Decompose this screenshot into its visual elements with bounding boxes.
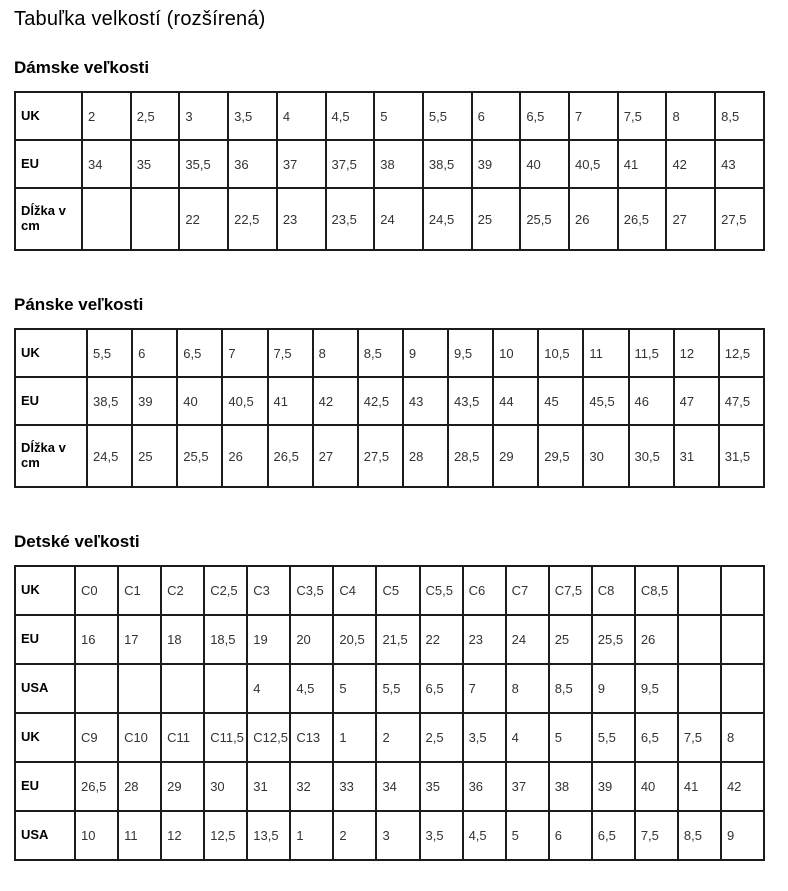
size-cell: 8 xyxy=(313,329,358,377)
size-cell: 27 xyxy=(313,425,358,487)
size-cell: 36 xyxy=(463,762,506,811)
size-cell: 27,5 xyxy=(358,425,403,487)
size-cell: 33 xyxy=(333,762,376,811)
size-cell: 3 xyxy=(376,811,419,860)
size-cell: 45 xyxy=(538,377,583,425)
row-label: UK xyxy=(15,566,75,615)
section-heading: Dámske veľkosti xyxy=(14,58,150,77)
size-section xyxy=(14,58,765,251)
size-cell: 4,5 xyxy=(463,811,506,860)
table-row xyxy=(15,566,764,615)
size-cell: 8 xyxy=(721,713,764,762)
size-cell: 42,5 xyxy=(358,377,403,425)
size-cell: 8,5 xyxy=(678,811,721,860)
size-cell: 6 xyxy=(132,329,177,377)
size-cell: 31 xyxy=(247,762,290,811)
size-cell xyxy=(678,615,721,664)
size-cell: 12,5 xyxy=(719,329,764,377)
size-cell: 23 xyxy=(277,188,326,250)
table-row xyxy=(15,329,764,377)
row-label: USA xyxy=(15,664,75,713)
size-cell xyxy=(118,664,161,713)
table-row xyxy=(15,713,764,762)
size-cell: 30 xyxy=(583,425,628,487)
size-cell: 5,5 xyxy=(423,92,472,140)
size-cell: 29 xyxy=(493,425,538,487)
size-cell: C8 xyxy=(592,566,635,615)
size-cell: 35,5 xyxy=(179,140,228,188)
section-heading: Pánske veľkosti xyxy=(14,295,144,314)
size-cell: 13,5 xyxy=(247,811,290,860)
size-cell: C1 xyxy=(118,566,161,615)
size-cell: 3,5 xyxy=(228,92,277,140)
size-section xyxy=(14,295,765,488)
row-label: UK xyxy=(15,713,75,762)
size-cell: 7,5 xyxy=(635,811,678,860)
size-cell: 5,5 xyxy=(592,713,635,762)
size-cell: 9,5 xyxy=(448,329,493,377)
size-cell: 7,5 xyxy=(678,713,721,762)
table-row xyxy=(15,140,764,188)
size-cell: 25 xyxy=(472,188,521,250)
size-cell: 6,5 xyxy=(592,811,635,860)
size-cell: 24 xyxy=(506,615,549,664)
size-cell: 36 xyxy=(228,140,277,188)
size-cell: 2 xyxy=(376,713,419,762)
size-cell: C3 xyxy=(247,566,290,615)
size-cell: 47,5 xyxy=(719,377,764,425)
size-cell: 12 xyxy=(674,329,719,377)
size-cell: 42 xyxy=(666,140,715,188)
size-cell: 26,5 xyxy=(75,762,118,811)
row-label: Dĺžka v cm xyxy=(15,425,87,487)
size-cell: C5,5 xyxy=(420,566,463,615)
table-row xyxy=(15,425,764,487)
size-cell: 20,5 xyxy=(333,615,376,664)
size-cell xyxy=(82,188,131,250)
size-cell: 10 xyxy=(493,329,538,377)
size-cell: 25 xyxy=(549,615,592,664)
size-cell: 7,5 xyxy=(268,329,313,377)
size-cell xyxy=(721,664,764,713)
size-cell: 25 xyxy=(132,425,177,487)
size-cell: 9 xyxy=(721,811,764,860)
size-cell: 28,5 xyxy=(448,425,493,487)
size-cell: 6 xyxy=(549,811,592,860)
size-cell: 30 xyxy=(204,762,247,811)
size-cell: 38,5 xyxy=(423,140,472,188)
size-cell: 2 xyxy=(333,811,376,860)
sections-container xyxy=(14,58,765,861)
size-cell: 2,5 xyxy=(420,713,463,762)
size-cell: 6 xyxy=(472,92,521,140)
size-cell: C9 xyxy=(75,713,118,762)
size-cell: 43 xyxy=(403,377,448,425)
size-cell: 22,5 xyxy=(228,188,277,250)
row-label: UK xyxy=(15,329,87,377)
size-cell: 2,5 xyxy=(131,92,180,140)
page-title: Tabuľka velkostí (rozšírená) xyxy=(14,8,266,30)
row-label: UK xyxy=(15,92,82,140)
size-cell: 45,5 xyxy=(583,377,628,425)
size-section xyxy=(14,532,765,861)
size-cell: 5 xyxy=(333,664,376,713)
size-cell: C5 xyxy=(376,566,419,615)
size-cell: 44 xyxy=(493,377,538,425)
size-cell: C3,5 xyxy=(290,566,333,615)
size-cell xyxy=(678,664,721,713)
size-cell: C13 xyxy=(290,713,333,762)
size-cell: 26 xyxy=(222,425,267,487)
size-cell: 34 xyxy=(376,762,419,811)
size-cell: 22 xyxy=(420,615,463,664)
size-cell: 26,5 xyxy=(618,188,667,250)
size-cell: 12,5 xyxy=(204,811,247,860)
size-cell: 7 xyxy=(463,664,506,713)
size-cell: C11 xyxy=(161,713,204,762)
row-label: USA xyxy=(15,811,75,860)
size-cell: 18,5 xyxy=(204,615,247,664)
size-cell: 6,5 xyxy=(635,713,678,762)
size-cell: 9 xyxy=(403,329,448,377)
size-cell: 27,5 xyxy=(715,188,764,250)
table-row xyxy=(15,615,764,664)
size-cell: 40 xyxy=(177,377,222,425)
size-cell: 4,5 xyxy=(326,92,375,140)
size-cell: C0 xyxy=(75,566,118,615)
size-cell: 31 xyxy=(674,425,719,487)
table-row xyxy=(15,377,764,425)
size-cell: 29,5 xyxy=(538,425,583,487)
size-cell: 4 xyxy=(247,664,290,713)
size-cell: C2 xyxy=(161,566,204,615)
size-cell: 41 xyxy=(268,377,313,425)
size-cell: 4 xyxy=(277,92,326,140)
size-cell: 1 xyxy=(290,811,333,860)
size-cell: C10 xyxy=(118,713,161,762)
size-table xyxy=(14,328,765,488)
table-row xyxy=(15,188,764,250)
size-cell: 8,5 xyxy=(549,664,592,713)
size-cell: 23 xyxy=(463,615,506,664)
size-cell: 5 xyxy=(374,92,423,140)
size-cell: C4 xyxy=(333,566,376,615)
size-cell: 5 xyxy=(506,811,549,860)
size-cell: 37,5 xyxy=(326,140,375,188)
size-cell: 16 xyxy=(75,615,118,664)
size-cell: 30,5 xyxy=(629,425,674,487)
size-cell: 39 xyxy=(472,140,521,188)
size-cell: 19 xyxy=(247,615,290,664)
size-cell: 41 xyxy=(618,140,667,188)
size-cell: 40 xyxy=(520,140,569,188)
size-cell: 46 xyxy=(629,377,674,425)
size-cell: 34 xyxy=(82,140,131,188)
row-label: EU xyxy=(15,762,75,811)
size-cell: 8 xyxy=(666,92,715,140)
row-label: EU xyxy=(15,140,82,188)
size-cell: 11,5 xyxy=(629,329,674,377)
size-cell: 12 xyxy=(161,811,204,860)
size-cell: 20 xyxy=(290,615,333,664)
size-cell: 39 xyxy=(592,762,635,811)
size-cell: 6,5 xyxy=(177,329,222,377)
size-cell: C7,5 xyxy=(549,566,592,615)
size-cell: C11,5 xyxy=(204,713,247,762)
size-cell: 26,5 xyxy=(268,425,313,487)
size-cell xyxy=(75,664,118,713)
size-cell: 2 xyxy=(82,92,131,140)
size-cell: 3 xyxy=(179,92,228,140)
size-cell: 9,5 xyxy=(635,664,678,713)
size-cell: C7 xyxy=(506,566,549,615)
size-cell: 24,5 xyxy=(87,425,132,487)
size-cell: 28 xyxy=(118,762,161,811)
size-table xyxy=(14,565,765,861)
size-cell: 17 xyxy=(118,615,161,664)
size-cell: 29 xyxy=(161,762,204,811)
size-cell: 39 xyxy=(132,377,177,425)
size-cell: 47 xyxy=(674,377,719,425)
size-cell: 3,5 xyxy=(420,811,463,860)
size-cell: 25,5 xyxy=(592,615,635,664)
size-cell xyxy=(131,188,180,250)
size-cell: 35 xyxy=(131,140,180,188)
size-cell: 8,5 xyxy=(715,92,764,140)
size-cell: 21,5 xyxy=(376,615,419,664)
size-cell xyxy=(161,664,204,713)
size-cell: C6 xyxy=(463,566,506,615)
size-cell: 6,5 xyxy=(420,664,463,713)
size-cell: 40 xyxy=(635,762,678,811)
size-cell: 6,5 xyxy=(520,92,569,140)
size-cell: 5,5 xyxy=(87,329,132,377)
size-cell: 5 xyxy=(549,713,592,762)
size-cell: 43 xyxy=(715,140,764,188)
size-cell: 25,5 xyxy=(520,188,569,250)
size-cell: 27 xyxy=(666,188,715,250)
table-row xyxy=(15,92,764,140)
size-cell: 37 xyxy=(277,140,326,188)
size-cell: 32 xyxy=(290,762,333,811)
table-row xyxy=(15,664,764,713)
size-cell: 18 xyxy=(161,615,204,664)
row-label: EU xyxy=(15,377,87,425)
size-cell: 7 xyxy=(569,92,618,140)
size-cell: 24,5 xyxy=(423,188,472,250)
size-cell: 11 xyxy=(118,811,161,860)
size-cell: C8,5 xyxy=(635,566,678,615)
size-cell: 40,5 xyxy=(569,140,618,188)
size-table xyxy=(14,91,765,251)
size-cell xyxy=(678,566,721,615)
size-cell xyxy=(721,615,764,664)
size-cell: 35 xyxy=(420,762,463,811)
size-cell: 10 xyxy=(75,811,118,860)
size-cell: C2,5 xyxy=(204,566,247,615)
size-cell: C12,5 xyxy=(247,713,290,762)
size-cell: 26 xyxy=(635,615,678,664)
size-cell: 4,5 xyxy=(290,664,333,713)
size-cell xyxy=(721,566,764,615)
size-cell: 11 xyxy=(583,329,628,377)
section-heading: Detské veľkosti xyxy=(14,532,140,551)
row-label: Dĺžka v cm xyxy=(15,188,82,250)
size-cell xyxy=(204,664,247,713)
size-cell: 1 xyxy=(333,713,376,762)
size-cell: 38,5 xyxy=(87,377,132,425)
row-label: EU xyxy=(15,615,75,664)
size-cell: 28 xyxy=(403,425,448,487)
size-cell: 5,5 xyxy=(376,664,419,713)
size-cell: 3,5 xyxy=(463,713,506,762)
size-cell: 26 xyxy=(569,188,618,250)
size-cell: 38 xyxy=(549,762,592,811)
size-cell: 22 xyxy=(179,188,228,250)
size-cell: 43,5 xyxy=(448,377,493,425)
size-cell: 4 xyxy=(506,713,549,762)
size-cell: 38 xyxy=(374,140,423,188)
size-cell: 10,5 xyxy=(538,329,583,377)
size-cell: 9 xyxy=(592,664,635,713)
size-cell: 42 xyxy=(313,377,358,425)
table-row xyxy=(15,762,764,811)
size-cell: 37 xyxy=(506,762,549,811)
size-cell: 42 xyxy=(721,762,764,811)
size-cell: 23,5 xyxy=(326,188,375,250)
size-cell: 31,5 xyxy=(719,425,764,487)
size-cell: 24 xyxy=(374,188,423,250)
table-row xyxy=(15,811,764,860)
size-cell: 40,5 xyxy=(222,377,267,425)
size-cell: 41 xyxy=(678,762,721,811)
size-cell: 7 xyxy=(222,329,267,377)
size-cell: 8,5 xyxy=(358,329,403,377)
size-cell: 25,5 xyxy=(177,425,222,487)
size-cell: 8 xyxy=(506,664,549,713)
size-cell: 7,5 xyxy=(618,92,667,140)
